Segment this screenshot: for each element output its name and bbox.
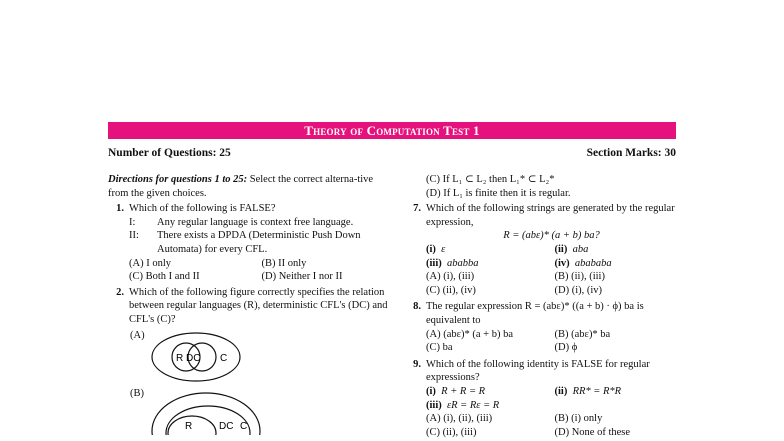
question-7 [405,202,677,229]
statement-text: Any regular language is context free language. [157,216,354,228]
option: (B) II only [261,257,307,269]
venn-b-label-r: R [185,420,193,432]
item-label: (ii) [554,385,568,397]
option: (C) If L₁ ⊂ L₂ then L₁* ⊂ L₂* [426,174,555,185]
venn-a-label-r: R [176,352,184,364]
test-title-banner: Theory of Computation Test 1 [108,122,676,139]
question-7-body [405,229,677,297]
item-value: ababba [447,257,479,269]
item-value: RR* = R*R [572,385,622,397]
question-number: 7. [413,203,421,215]
venn-diagram-a [148,327,268,383]
question-1-statements [108,216,388,284]
option: (A) (i), (iii) [426,271,475,283]
number-of-questions: Number of Questions: 25 [108,147,231,159]
item-value: aba [572,243,589,255]
option: (D) None of these [554,426,631,438]
venn-a-label-c: C [220,352,228,364]
question-1-options [129,257,388,284]
question-9-identities [426,385,677,412]
question-8-options [426,328,677,355]
question-7-strings [426,243,677,270]
question-number: 8. [413,301,421,313]
item-label: (i) [426,385,436,397]
directions [108,173,388,200]
regular-expression: R = (abε)* (a + b) ba? [503,230,600,242]
question-7-options [426,270,677,297]
option: (B) (abε)* ba [554,328,611,340]
directions-lead: Directions for questions 1 to 25: [108,174,248,185]
option: (B) (ii), (iii) [554,271,605,283]
venn-b-label-dc: DC [219,420,234,432]
question-2 [108,286,388,327]
question-number: 9. [413,358,421,370]
item-value: ε [441,243,446,255]
venn-b-label-c: C [240,420,248,432]
question-text: Which of the following is FALSE? [129,203,276,215]
question-8-body [405,328,677,355]
option: (C) (ii), (iv) [426,284,476,296]
option-b-figure [108,385,388,435]
item-label: (i) [426,243,436,255]
question-text: The regular expression R = (abε)* ((a + b) · ϕ) ba is equivalent to [426,301,644,326]
directions-text: Select the correct alterna-tive from the given choices. [108,174,374,199]
question-number: 1. [116,203,124,215]
item-label: (iv) [554,257,570,269]
question-number: 2. [116,286,124,298]
statement-label: I: [129,216,136,228]
item-value: εR = Rε = R [447,399,500,411]
item-label: (iii) [426,257,442,269]
option: (D) Neither I nor II [261,271,343,283]
item-label: (ii) [554,243,568,255]
section-marks: Section Marks: 30 [586,147,676,159]
venn-a-label-dc: DC [186,352,201,364]
question-text: Which of the following identity is FALSE for regular expressions? [426,358,650,384]
option: (B) (i) only [554,413,603,425]
item-label: (iii) [426,399,442,411]
question-text: Which of the following strings are generated by the regular expression, [426,203,675,228]
option: (C) Both I and II [129,271,200,283]
option-a-figure [108,327,388,383]
option: (A) (abε)* (a + b) ba [426,328,513,340]
option: (A) I only [129,257,171,269]
item-value: abababa [574,257,612,269]
previous-question-options [405,173,677,200]
option: (C) ba [426,342,453,354]
right-column [405,173,677,439]
option: (A) (i), (ii), (iii) [426,413,493,425]
statement-label: II: [129,230,139,242]
question-8 [405,300,677,327]
option: (D) If L₁ is finite then it is regular. [426,187,571,199]
question-1 [108,202,388,216]
option: (D) (i), (iv) [554,284,603,296]
option: (C) (ii), (iii) [426,426,477,438]
question-text: Which of the following figure correctly specifies the relation between regular languages (R), deterministic CFL's (DC) and CFL's (C)? [129,286,388,325]
question-9 [405,358,677,385]
question-9-body [405,385,677,439]
question-9-options [426,412,677,439]
left-column [108,173,388,435]
option: (D) ϕ [554,342,578,354]
option-label: (A) [130,329,145,341]
venn-diagram-b [148,385,278,435]
option-label: (B) [130,387,144,399]
statement-text: There exists a DPDA (Deterministic Push Down Automata) for every CFL. [157,230,361,255]
item-value: R + R = R [441,385,486,397]
